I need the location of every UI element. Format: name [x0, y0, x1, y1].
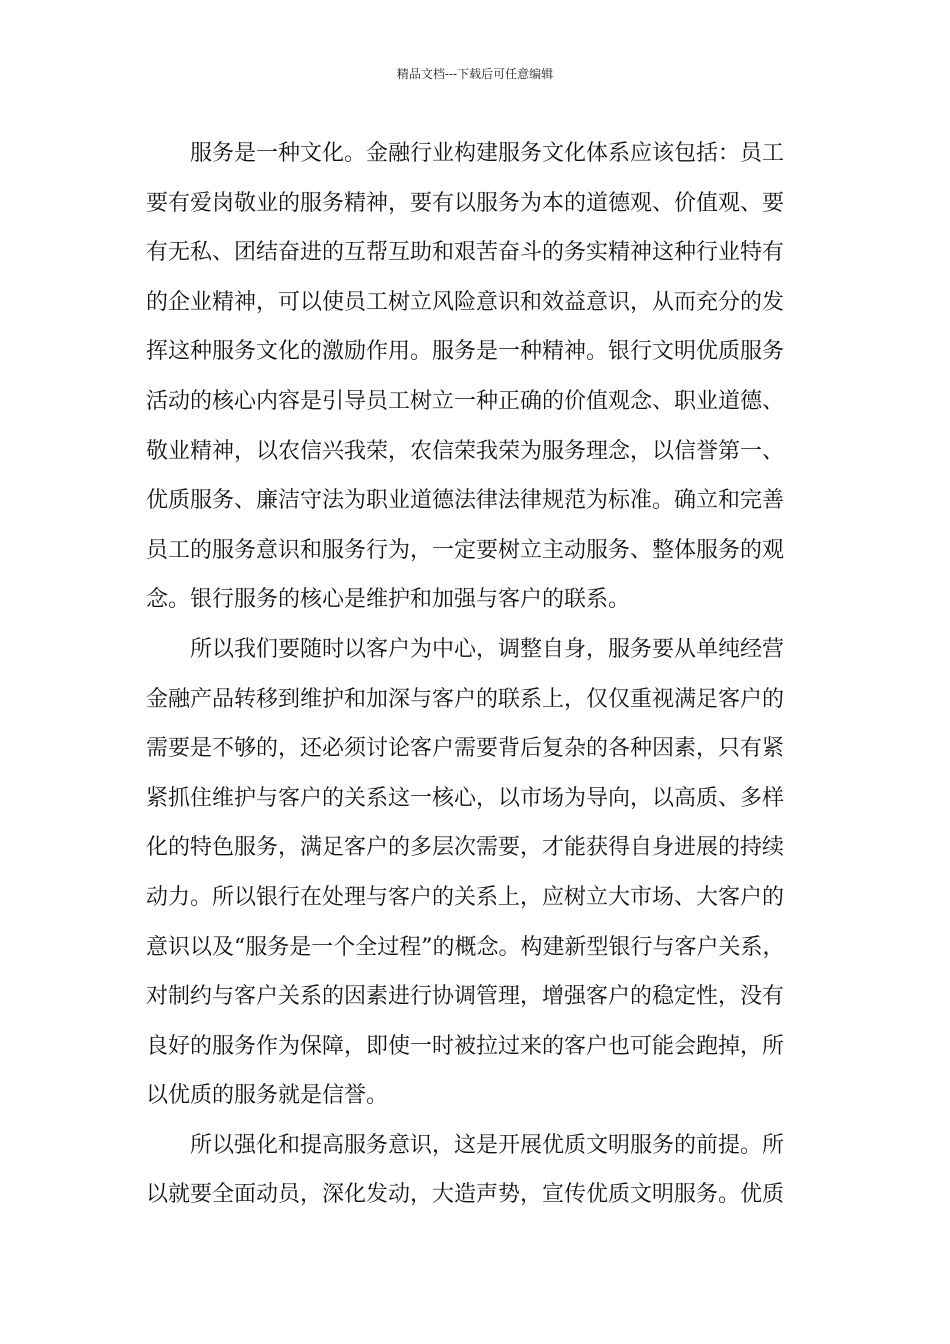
- text-line: 要有爱岗敬业的服务精神，要有以服务为本的道德观、价值观、要: [146, 190, 785, 216]
- text-line: 所以我们要随时以客户为中心，调整自身，服务要从单纯经营: [190, 636, 785, 662]
- text-line: 活动的核心内容是引导员工树立一种正确的价值观念、职业道德、: [146, 388, 785, 414]
- paragraph-2: [146, 625, 822, 1121]
- text-line: 念。银行服务的核心是维护和加强与客户的联系。: [146, 587, 631, 613]
- page-header: 精品文档---下载后可任意编辑: [396, 67, 554, 81]
- text-line: 有无私、团结奋进的互帮互助和艰苦奋斗的务实精神这种行业特有: [146, 240, 785, 266]
- text-line: 以优质的服务就是信誉。: [146, 1083, 389, 1109]
- paragraph-3: [146, 1121, 822, 1220]
- text-line: 敬业精神，以农信兴我荣，农信荣我荣为服务理念，以信誉第一、: [146, 438, 785, 464]
- text-line: 对制约与客户关系的因素进行协调管理，增强客户的稳定性，没有: [146, 984, 785, 1010]
- text-line: 以就要全面动员，深化发动，大造声势，宣传优质文明服务。优质: [146, 1182, 785, 1208]
- text-line: 意识以及“服务是一个全过程”的概念。构建新型银行与客户关系，: [146, 934, 785, 960]
- text-line: 化的特色服务，满足客户的多层次需要，才能获得自身进展的持续: [146, 835, 785, 861]
- document-body: [146, 129, 822, 1220]
- text-line: 挥这种服务文化的激励作用。服务是一种精神。银行文明优质服务: [146, 339, 785, 365]
- text-line: 紧抓住维护与客户的关系这一核心，以市场为导向，以高质、多样: [146, 785, 785, 811]
- text-line: 良好的服务作为保障，即使一时被拉过来的客户也可能会跑掉，所: [146, 1033, 785, 1059]
- text-line: 的企业精神，可以使员工树立风险意识和效益意识，从而充分的发: [146, 289, 785, 315]
- text-line: 服务是一种文化。金融行业构建服务文化体系应该包括：员工: [190, 141, 785, 166]
- text-line: 金融产品转移到维护和加深与客户的联系上，仅仅重视满足客户的: [146, 686, 785, 712]
- text-line: 需要是不够的，还必须讨论客户需要背后复杂的各种因素，只有紧: [146, 736, 785, 762]
- text-line: 员工的服务意识和服务行为，一定要树立主动服务、整体服务的观: [146, 537, 785, 563]
- paragraph-1: [146, 129, 822, 625]
- text-line: 动力。所以银行在处理与客户的关系上，应树立大市场、大客户的: [146, 884, 785, 910]
- text-line: 所以强化和提高服务意识，这是开展优质文明服务的前提。所: [190, 1132, 785, 1158]
- text-line: 优质服务、廉洁守法为职业道德法律法律规范为标准。确立和完善: [146, 488, 785, 514]
